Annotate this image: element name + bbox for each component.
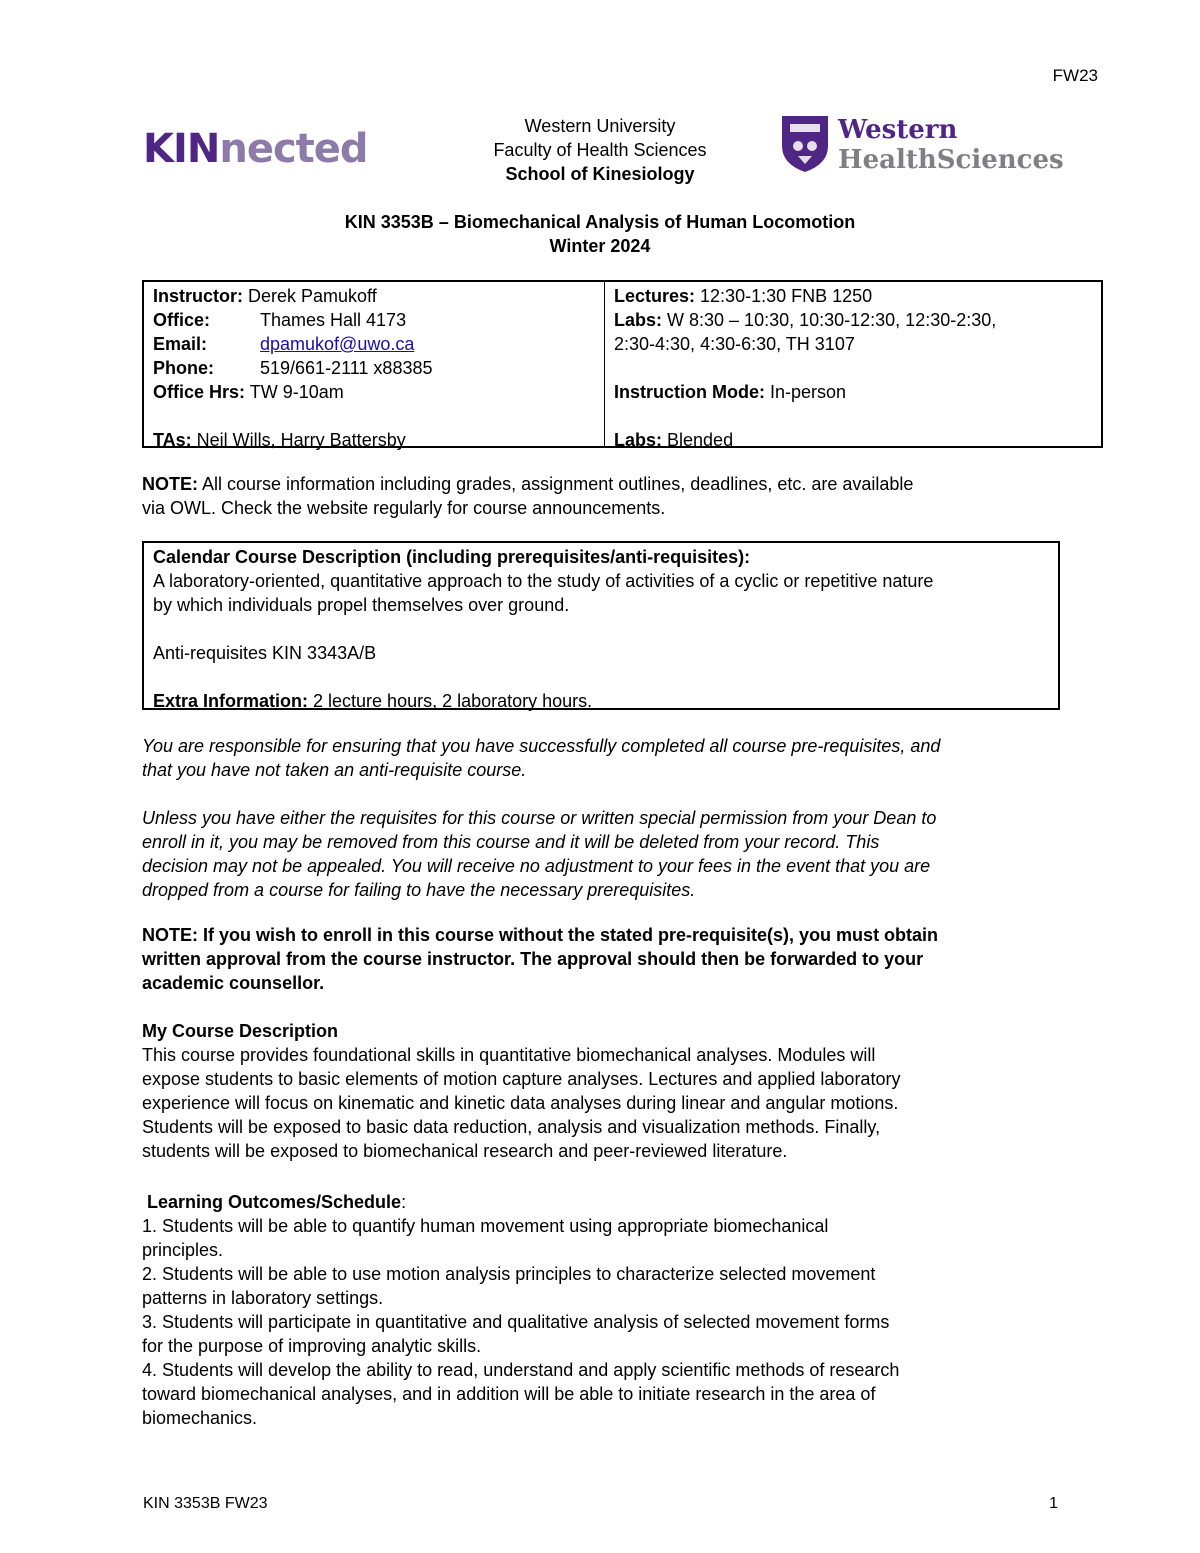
phone-label: Phone: — [153, 358, 214, 378]
phone-row — [153, 356, 595, 380]
learning-outcomes — [142, 1190, 1042, 1430]
my-course-line3: experience will focus on kinematic and kinetic data analyses during linear and angular motions. — [142, 1093, 899, 1113]
footer-course-code: KIN 3353B FW23 — [143, 1495, 268, 1512]
instruction-mode-value: In-person — [765, 382, 847, 402]
labs-label: Labs: — [614, 310, 663, 330]
learning-outcomes-title: Learning Outcomes/Schedule — [142, 1192, 402, 1212]
antirequisites: Anti-requisites KIN 3343A/B — [153, 643, 377, 663]
extra-info-value: 2 lecture hours, 2 laboratory hours. — [308, 691, 593, 711]
prerequisite-note — [142, 923, 1072, 995]
removal-line4: dropped from a course for failing to have the necessary prerequisites. — [142, 880, 696, 900]
course-title-block — [300, 210, 900, 258]
my-course-line5: students will be exposed to biomechanical research and peer-reviewed literature. — [142, 1141, 788, 1161]
instruction-mode-row — [614, 380, 1092, 404]
schedule-column — [605, 282, 1101, 450]
page-number: 1 — [1049, 1495, 1058, 1512]
phone-value: 519/661-2111 x88385 — [260, 358, 433, 378]
owl-note-line1: All course information including grades, assignment outlines, deadlines, etc. are available — [198, 474, 914, 494]
labs-mode-value: Blended — [662, 430, 734, 450]
university-name: Western University — [524, 116, 676, 136]
kinnected-logo — [143, 124, 373, 172]
institution-block — [400, 114, 800, 186]
outcome-3-line2: for the purpose of improving analytic skills. — [142, 1336, 482, 1356]
extra-info-label: Extra Information: — [153, 691, 309, 711]
calendar-line1: A laboratory-oriented, quantitative approach to the study of activities of a cyclic or repetitive nature — [153, 571, 934, 591]
calendar-description-box — [142, 541, 1060, 710]
prerequisite-note-line2: written approval from the course instructor. The approval should then be forwarded to your — [142, 949, 924, 969]
removal-line2: enroll in it, you may be removed from this course and it will be deleted from your record. This — [142, 832, 880, 852]
labs-mode-row — [614, 428, 1092, 452]
western-logo-line2: HealthSciences — [838, 145, 1064, 174]
outcome-1-line2: principles. — [142, 1240, 224, 1260]
my-course-line2: expose students to basic elements of motion capture analyses. Lectures and applied laboratory — [142, 1069, 901, 1089]
tas-label: TAs: — [153, 430, 192, 450]
school-name: School of Kinesiology — [505, 164, 695, 184]
outcome-1-line1: 1. Students will be able to quantify human movement using appropriate biomechanical — [142, 1216, 829, 1236]
lectures-value: 12:30-1:30 FNB 1250 — [695, 286, 873, 306]
office-value: Thames Hall 4173 — [260, 310, 407, 330]
office-hours-value: TW 9-10am — [245, 382, 344, 402]
svg-text:KINnected: KINnected — [143, 126, 368, 172]
office-label: Office: — [153, 310, 211, 330]
my-course-line4: Students will be exposed to basic data reduction, analysis and visualization methods. Finally, — [142, 1117, 881, 1137]
removal-line1: Unless you have either the requisites for this course or written special permission from your Dean to — [142, 808, 937, 828]
instructor-column — [144, 282, 605, 450]
my-course-title: My Course Description — [142, 1021, 339, 1041]
instructor-value: Derek Pamukoff — [243, 286, 377, 306]
learning-outcomes-colon: : — [401, 1192, 407, 1212]
removal-paragraph — [142, 806, 1072, 902]
course-term: Winter 2024 — [549, 236, 651, 256]
outcome-4-line1: 4. Students will develop the ability to read, understand and apply scientific methods of research — [142, 1360, 900, 1380]
calendar-line2: by which individuals propel themselves over ground. — [153, 595, 570, 615]
prerequisite-note-line3: academic counsellor. — [142, 973, 325, 993]
instructor-row — [153, 284, 595, 308]
owl-note-label: NOTE: — [142, 474, 198, 494]
office-hours-row — [153, 380, 595, 404]
office-hours-label: Office Hrs: — [153, 382, 246, 402]
lectures-row — [614, 284, 1092, 308]
email-row — [153, 332, 595, 356]
prerequisite-note-line1: NOTE: If you wish to enroll in this course without the stated pre-requisite(s), you must obtain — [142, 925, 939, 945]
labs-mode-label: Labs: — [614, 430, 663, 450]
outcome-4-line2: toward biomechanical analyses, and in addition will be able to initiate research in the area of — [142, 1384, 876, 1404]
lectures-label: Lectures: — [614, 286, 696, 306]
labs-value-line2: 2:30-4:30, 4:30-6:30, TH 3107 — [614, 334, 855, 354]
office-row — [153, 308, 595, 332]
western-health-sciences-logo — [780, 112, 1070, 174]
instruction-mode-label: Instruction Mode: — [614, 382, 765, 402]
course-info-table — [142, 280, 1103, 448]
labs-row — [614, 308, 1092, 332]
calendar-heading: Calendar Course Description (including prerequisites/anti-requisites): — [153, 547, 751, 567]
email-label: Email: — [153, 334, 208, 354]
labs-value-line1: W 8:30 – 10:30, 10:30-12:30, 12:30-2:30, — [662, 310, 997, 330]
outcome-3-line1: 3. Students will participate in quantitative and qualitative analysis of selected movement forms — [142, 1312, 890, 1332]
tas-row — [153, 428, 595, 452]
my-course-line1: This course provides foundational skills in quantitative biomechanical analyses. Modules will — [142, 1045, 876, 1065]
instructor-label: Instructor: — [153, 286, 243, 306]
email-link[interactable]: dpamukof@uwo.ca — [260, 334, 415, 354]
outcome-4-line3: biomechanics. — [142, 1408, 258, 1428]
tas-value: Neil Wills, Harry Battersby — [191, 430, 406, 450]
responsibility-line1: You are responsible for ensuring that you have successfully completed all course pre-requisites, and — [142, 736, 941, 756]
my-course-description — [142, 1019, 1058, 1163]
document-code: FW23 — [1052, 66, 1098, 85]
western-logo-line1: Western — [838, 115, 958, 145]
owl-note-line2: via OWL. Check the website regularly for course announcements. — [142, 498, 666, 518]
responsibility-line2: that you have not taken an anti-requisite course. — [142, 760, 527, 780]
course-title: KIN 3353B – Biomechanical Analysis of Human Locomotion — [344, 212, 856, 232]
owl-note — [142, 472, 1062, 520]
responsibility-paragraph — [142, 734, 1072, 782]
outcome-2-line1: 2. Students will be able to use motion analysis principles to characterize selected movement — [142, 1264, 876, 1284]
faculty-name: Faculty of Health Sciences — [493, 140, 707, 160]
removal-line3: decision may not be appealed. You will receive no adjustment to your fees in the event that you are — [142, 856, 931, 876]
outcome-2-line2: patterns in laboratory settings. — [142, 1288, 384, 1308]
crest-icon — [782, 116, 828, 172]
